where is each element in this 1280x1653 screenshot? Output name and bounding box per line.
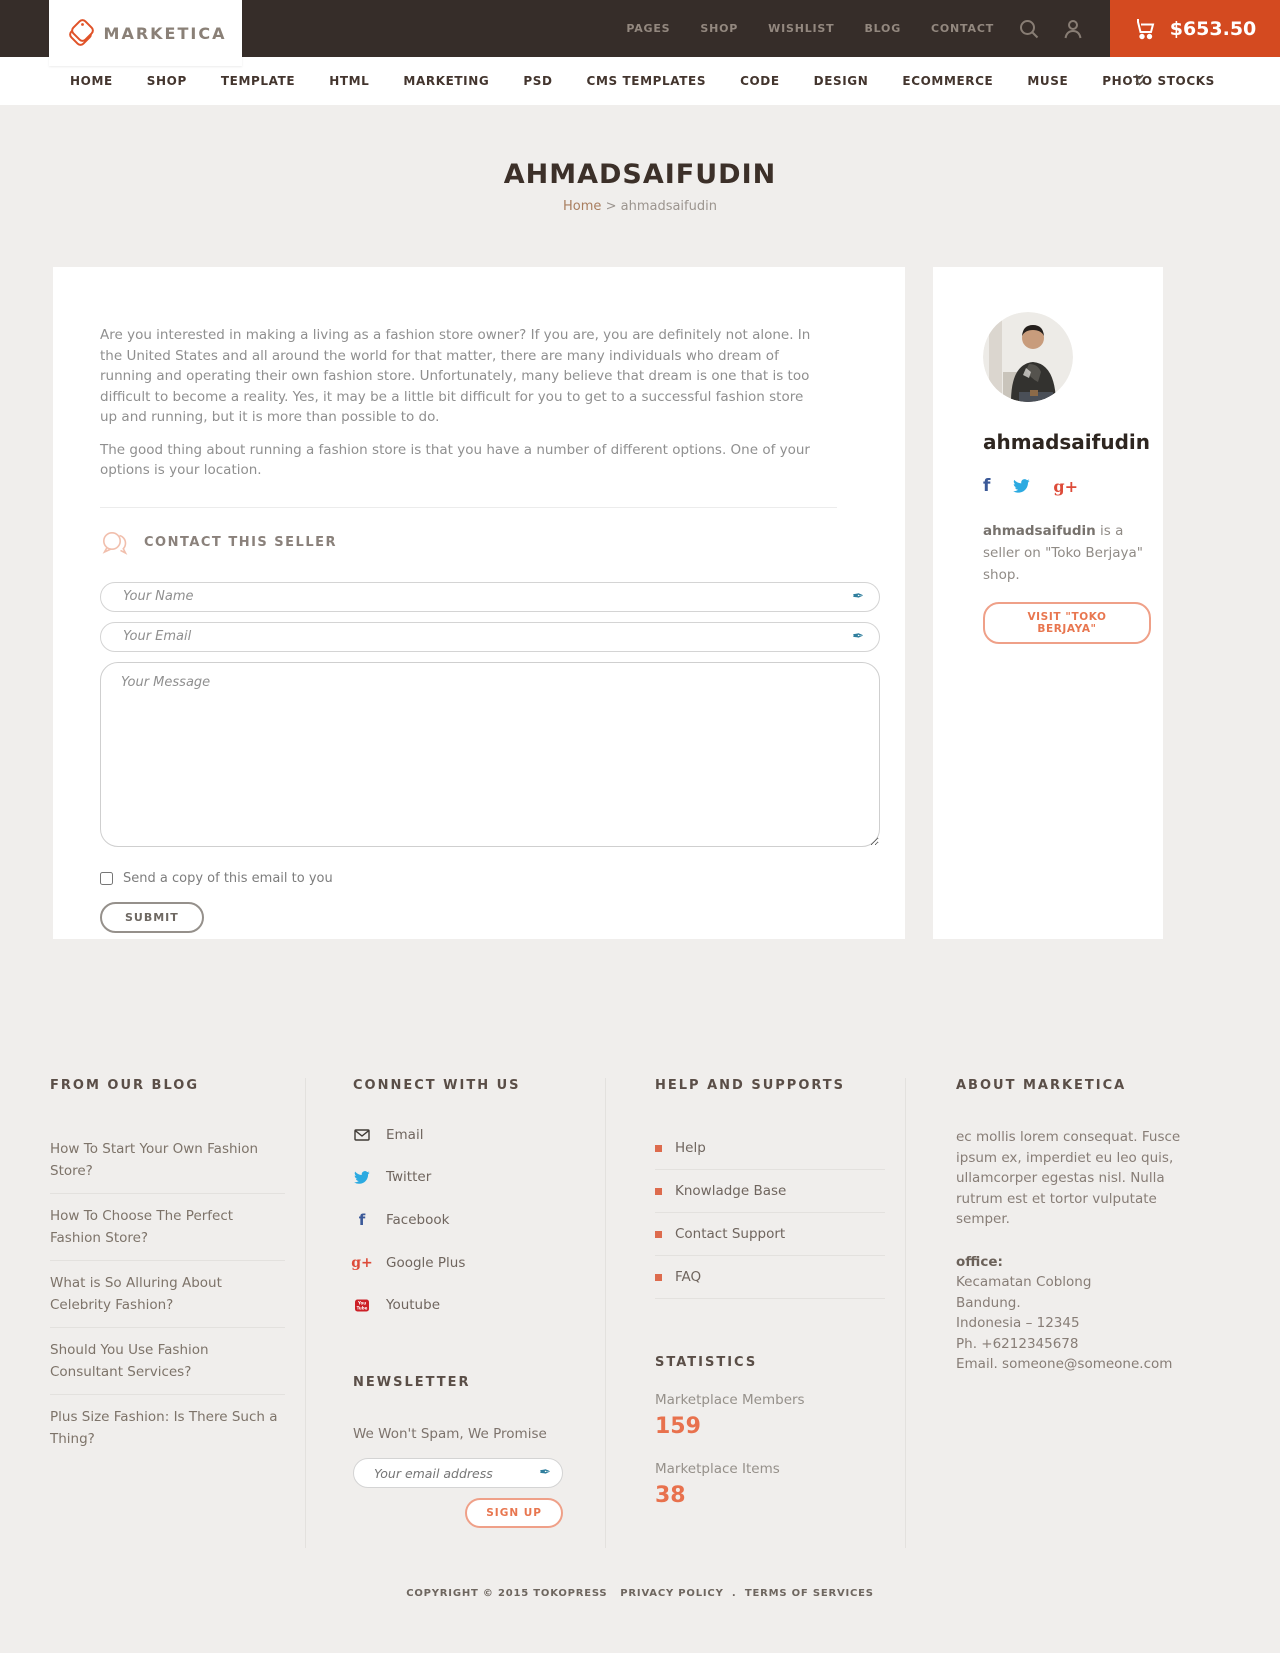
- copyright-bar: [0, 1548, 1280, 1651]
- footer-help-column: [605, 1078, 905, 1548]
- statistics-block: [655, 1355, 885, 1508]
- seller-avatar: [983, 312, 1073, 402]
- office-label: office:: [956, 1253, 1003, 1270]
- page-title-section: [0, 105, 1280, 267]
- seller-social-links: [983, 476, 1151, 496]
- newsletter-field-wrap: [353, 1458, 563, 1488]
- twitter-icon: [353, 1171, 371, 1184]
- facebook-icon[interactable]: f: [983, 476, 991, 496]
- address-line: Indonesia – 12345: [956, 1315, 1080, 1331]
- double-chevron-down-icon[interactable]: [1133, 73, 1146, 87]
- office-address: [956, 1252, 1210, 1375]
- connect-heading: CONNECT WITH US: [353, 1078, 521, 1093]
- footer-columns: [50, 1078, 1230, 1548]
- statistics-heading: STATISTICS: [655, 1355, 758, 1370]
- intro-paragraph-1: Are you interested in making a living as a fashion store owner? If you are, you are definitely not alone. In the United States and all around the world for that matter, there are many individuals who dream of running and operating their own fashion store. Unfortunately, many believe that dream is one that is too difficult to become a reality. Yes, it may be a little bit difficult for you to get to a successful fashion store up and running, but it is more than possible to do.: [100, 327, 811, 425]
- cart-button[interactable]: [1110, 0, 1280, 57]
- signup-row: [353, 1488, 563, 1528]
- contact-seller-header: [100, 530, 877, 556]
- nav-muse[interactable]: MUSE: [1027, 74, 1069, 88]
- intro-paragraph-2: The good thing about running a fashion store is that you have a number of different options. One of your options is your location.: [100, 441, 810, 478]
- user-account-icon[interactable]: [1062, 18, 1084, 40]
- address-line: Kecamatan Coblong: [956, 1274, 1092, 1290]
- blog-post-list: [50, 1127, 285, 1461]
- pen-icon: ✒: [852, 627, 864, 644]
- connect-email-link[interactable]: Email: [353, 1127, 585, 1143]
- seller-description-text: is a seller on "Toko Berjaya" shop.: [983, 523, 1144, 583]
- pen-icon: ✒: [852, 587, 864, 604]
- section-divider: [100, 507, 837, 508]
- cart-total: $653.50: [1169, 17, 1257, 40]
- nav-cms-templates[interactable]: CMS TEMPLATES: [586, 74, 707, 88]
- nav-shop[interactable]: SHOP: [146, 74, 187, 88]
- header-icons: [1018, 18, 1084, 40]
- facebook-icon: f: [358, 1211, 366, 1229]
- blog-post-link[interactable]: Plus Size Fashion: Is There Such a Thing?: [50, 1409, 278, 1447]
- copyright-text: COPYRIGHT © 2015 TOKOPRESS: [406, 1588, 608, 1599]
- nav-code[interactable]: CODE: [740, 74, 780, 88]
- connect-twitter-link[interactable]: Twitter: [353, 1169, 585, 1185]
- send-copy-label: Send a copy of this email to you: [123, 870, 333, 886]
- email-icon: [353, 1129, 371, 1141]
- brand-logo[interactable]: [49, 0, 242, 66]
- about-heading: ABOUT MARKETICA: [956, 1078, 1127, 1093]
- nav-photo-stocks[interactable]: PHOTO STOCKS: [1102, 74, 1215, 88]
- footer: [0, 963, 1280, 1651]
- secondary-top-nav: [626, 22, 994, 35]
- footer-blog-column: [50, 1078, 305, 1548]
- newsletter-email-input[interactable]: [353, 1458, 563, 1488]
- nav-marketing[interactable]: MARKETING: [403, 74, 490, 88]
- connect-youtube-link[interactable]: You Tube Youtube: [353, 1297, 585, 1313]
- message-textarea[interactable]: [100, 662, 880, 847]
- privacy-policy-link[interactable]: PRIVACY POLICY: [620, 1588, 724, 1599]
- name-field-wrap: [100, 582, 880, 612]
- newsletter-block: [353, 1375, 585, 1528]
- top-header-bar: [0, 0, 1280, 57]
- email-input[interactable]: [100, 622, 880, 652]
- seller-page-card: [53, 267, 905, 939]
- tag-logo-icon: [65, 16, 95, 50]
- top-nav-shop[interactable]: SHOP: [700, 22, 739, 35]
- breadcrumb: [0, 199, 1280, 214]
- seller-sidebar: [933, 267, 1163, 939]
- seller-name: ahmadsaifudin: [983, 430, 1150, 454]
- nav-html[interactable]: HTML: [329, 74, 370, 88]
- about-text: ec mollis lorem consequat. Fusce ipsum ex, imperdiet eu leo quis, ullamcorper egestas nisl. Nulla rutrum est et tortor vulputate semper.: [956, 1129, 1181, 1227]
- breadcrumb-separator: >: [605, 199, 617, 214]
- connect-facebook-link[interactable]: f Facebook: [353, 1211, 585, 1229]
- email-field-wrap: [100, 622, 880, 652]
- connect-links: [353, 1127, 585, 1313]
- address-line: Email. someone@someone.com: [956, 1356, 1173, 1372]
- footer-connect-column: [305, 1078, 605, 1548]
- help-heading: HELP AND SUPPORTS: [655, 1078, 846, 1093]
- nav-psd[interactable]: PSD: [523, 74, 553, 88]
- help-links: [655, 1127, 885, 1299]
- help-link[interactable]: Knowladge Base: [655, 1170, 885, 1213]
- svg-text:You: You: [357, 1299, 367, 1305]
- brand-name: MARKETICA: [103, 23, 227, 43]
- nav-template[interactable]: TEMPLATE: [220, 74, 296, 88]
- google-plus-icon: g+: [351, 1255, 373, 1271]
- signup-button[interactable]: SIGN UP: [465, 1498, 563, 1528]
- square-bullet-icon: [655, 1188, 662, 1195]
- seller-description: [983, 520, 1151, 586]
- stat-label: Marketplace Items: [655, 1461, 780, 1477]
- pen-icon: ✒: [539, 1464, 551, 1481]
- blog-heading: FROM OUR BLOG: [50, 1078, 199, 1093]
- square-bullet-icon: [655, 1274, 662, 1281]
- blog-post-link[interactable]: How To Choose The Perfect Fashion Store?: [50, 1194, 285, 1261]
- top-nav-wishlist[interactable]: WISHLIST: [768, 22, 835, 35]
- help-link[interactable]: FAQ: [655, 1256, 885, 1299]
- newsletter-tagline: We Won't Spam, We Promise: [353, 1426, 547, 1442]
- contact-form: [100, 582, 880, 933]
- square-bullet-icon: [655, 1145, 662, 1152]
- send-copy-row: [100, 871, 880, 886]
- breadcrumb-current: ahmadsaifudin: [620, 199, 717, 214]
- stat-label: Marketplace Members: [655, 1392, 805, 1408]
- stat-value: 159: [655, 1414, 701, 1439]
- youtube-icon: [353, 1299, 371, 1312]
- footer-about-column: [905, 1078, 1230, 1548]
- nav-ecommerce[interactable]: ECOMMERCE: [902, 74, 994, 88]
- twitter-icon[interactable]: [1013, 479, 1030, 493]
- page-title: AHMADSAIFUDIN: [503, 159, 777, 190]
- nav-design[interactable]: DESIGN: [813, 74, 869, 88]
- newsletter-heading: NEWSLETTER: [353, 1375, 471, 1390]
- seller-description-name: ahmadsaifudin: [983, 523, 1096, 539]
- svg-text:Tube: Tube: [356, 1304, 368, 1310]
- top-nav-blog[interactable]: BLOG: [864, 22, 902, 35]
- google-plus-icon[interactable]: g+: [1053, 476, 1078, 496]
- visit-shop-button[interactable]: VISIT "TOKO BERJAYA": [983, 602, 1151, 644]
- breadcrumb-home-link[interactable]: Home: [563, 199, 602, 214]
- square-bullet-icon: [655, 1231, 662, 1238]
- terms-link[interactable]: TERMS OF SERVICES: [744, 1588, 874, 1599]
- cart-icon: [1134, 17, 1158, 41]
- help-link[interactable]: Help: [655, 1127, 885, 1170]
- help-link[interactable]: Contact Support: [655, 1213, 885, 1256]
- blog-post-link[interactable]: What is So Alluring About Celebrity Fashion?: [50, 1261, 285, 1328]
- top-nav-pages[interactable]: PAGES: [626, 22, 671, 35]
- chat-bubbles-icon: [100, 530, 130, 556]
- submit-button[interactable]: SUBMIT: [100, 902, 204, 933]
- address-line: Ph. +6212345678: [956, 1335, 1079, 1352]
- link-separator: .: [731, 1588, 737, 1599]
- send-copy-checkbox[interactable]: [100, 872, 113, 885]
- message-field-wrap: [100, 662, 880, 851]
- contact-seller-heading: CONTACT THIS SELLER: [144, 535, 337, 550]
- name-input[interactable]: [100, 582, 880, 612]
- content-area: [0, 267, 1280, 963]
- address-line: Bandung.: [956, 1294, 1021, 1311]
- blog-post-link[interactable]: How To Start Your Own Fashion Store?: [50, 1127, 285, 1194]
- connect-google-plus-link[interactable]: g+ Google Plus: [351, 1255, 466, 1271]
- nav-home[interactable]: HOME: [70, 74, 113, 88]
- stat-value: 38: [655, 1483, 686, 1508]
- blog-post-link[interactable]: Should You Use Fashion Consultant Services?: [50, 1328, 285, 1395]
- search-icon[interactable]: [1018, 18, 1040, 40]
- top-nav-contact[interactable]: CONTACT: [931, 22, 994, 35]
